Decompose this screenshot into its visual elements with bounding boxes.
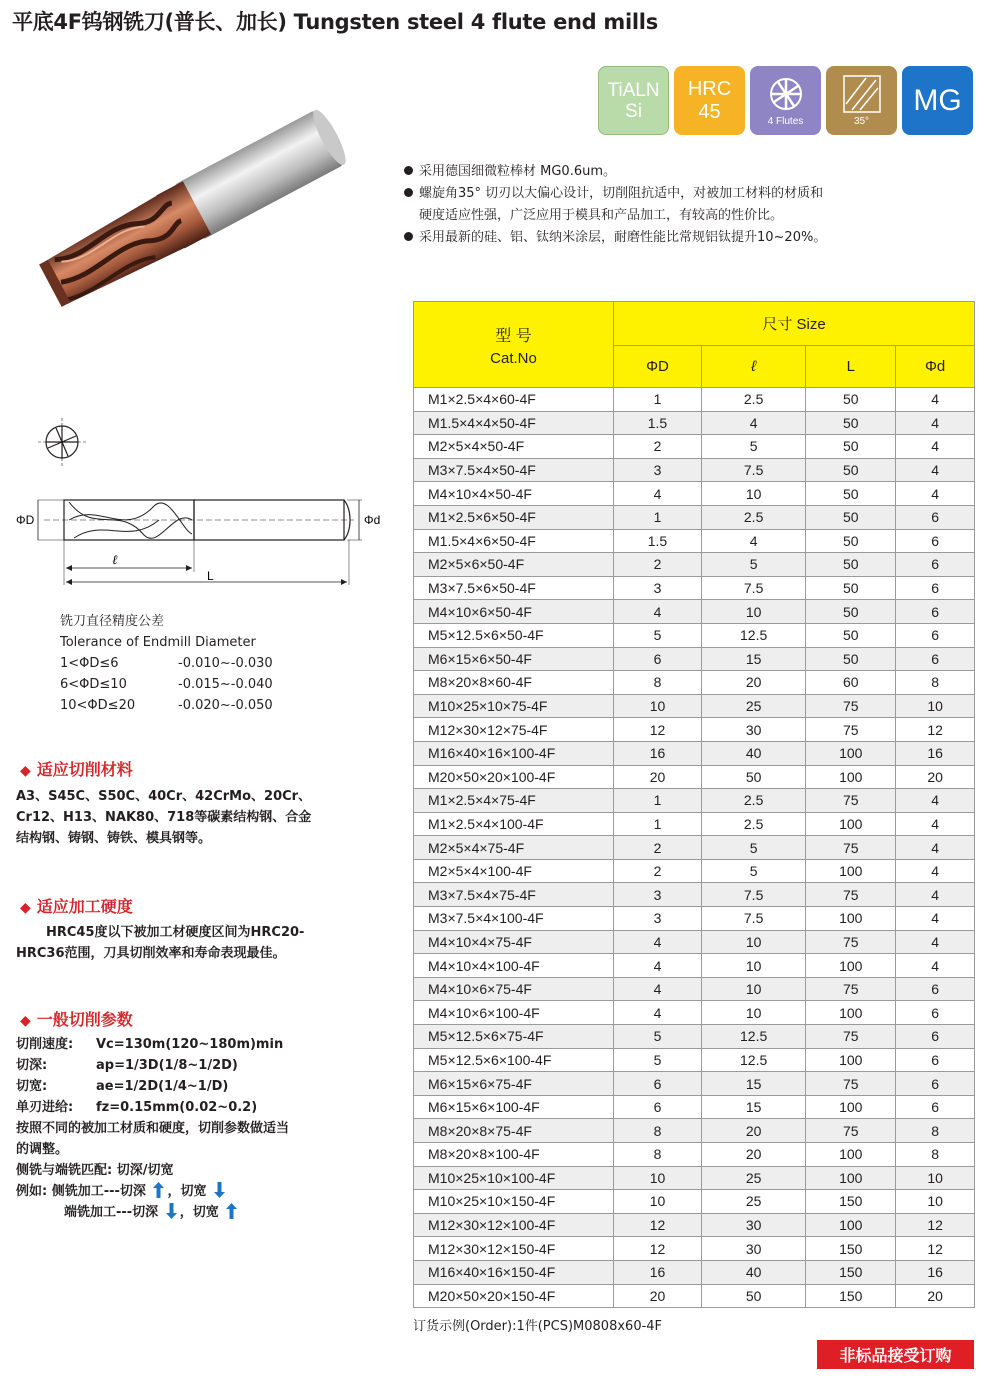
size-cell: 4 — [896, 954, 975, 978]
size-cell: 50 — [806, 647, 896, 671]
L-label: L — [207, 569, 214, 583]
diamond-icon: ◆ — [20, 900, 31, 916]
size-cell: 4 — [896, 812, 975, 836]
order-example: 订货示例(Order):1件(PCS)M0808x60-4F — [413, 1319, 663, 1334]
tolerance-title-cn: 铣刀直径精度公差 — [60, 614, 165, 629]
size-cell: 5 — [614, 1048, 702, 1072]
size-cell: 75 — [806, 1072, 896, 1096]
cat-no-cell: M3×7.5×4×50-4F — [414, 458, 614, 482]
diamond-icon: ◆ — [20, 763, 31, 779]
size-cell: 5 — [701, 859, 805, 883]
feature-item-continued: 硬度适应性强，广泛应用于模具和产品加工，有较高的性价比。 — [419, 208, 784, 223]
size-cell: 8 — [614, 1143, 702, 1167]
cat-no-cell: M4×10×6×75-4F — [414, 977, 614, 1001]
table-row — [414, 1095, 975, 1119]
size-cell: 4 — [614, 482, 702, 506]
phid-label: Φd — [364, 513, 381, 527]
size-cell: 12.5 — [701, 623, 805, 647]
hardness-heading: ◆ 适应加工硬度 — [20, 897, 133, 916]
cat-no-cell: M3×7.5×4×75-4F — [414, 883, 614, 907]
size-cell: 150 — [806, 1190, 896, 1214]
size-cell: 10 — [701, 1001, 805, 1025]
size-cell: 50 — [806, 435, 896, 459]
feature-item: 采用德国细微粒棒材 MG0.6um。 — [404, 161, 826, 183]
helix-badge — [826, 66, 897, 135]
arrow-up-icon — [153, 1182, 164, 1198]
cat-no-cell: M5×12.5×6×75-4F — [414, 1025, 614, 1049]
size-cell: 10 — [614, 694, 702, 718]
table-row — [414, 977, 975, 1001]
size-cell: 3 — [614, 458, 702, 482]
table-row — [414, 529, 975, 553]
coating-line-2: Si — [625, 100, 642, 122]
feature-item: 采用最新的硅、铝、钛纳米涂层，耐磨性能比常规铝钛提升10~20%。 — [404, 227, 826, 249]
end-mill-photo — [20, 96, 365, 331]
technical-drawing — [14, 410, 399, 595]
cat-no-cell: M4×10×4×50-4F — [414, 482, 614, 506]
size-cell: 100 — [806, 741, 896, 765]
hrc-line-2: 45 — [698, 100, 721, 123]
cat-no-cell: M6×15×6×50-4F — [414, 647, 614, 671]
size-cell: 1.5 — [614, 529, 702, 553]
size-cell: 4 — [614, 930, 702, 954]
arrow-down-icon — [166, 1203, 177, 1219]
cat-no-cell: M6×15×6×100-4F — [414, 1095, 614, 1119]
size-cell: 12 — [896, 1237, 975, 1261]
table-row — [414, 765, 975, 789]
table-row — [414, 1072, 975, 1096]
size-cell: 6 — [896, 576, 975, 600]
size-cell: 16 — [896, 1260, 975, 1284]
size-cell: 6 — [896, 529, 975, 553]
size-cell: 60 — [806, 671, 896, 695]
size-cell: 30 — [701, 1213, 805, 1237]
size-cell: 4 — [896, 388, 975, 412]
table-row — [414, 812, 975, 836]
cat-no-cell: M2×5×4×100-4F — [414, 859, 614, 883]
size-cell: 75 — [806, 1025, 896, 1049]
size-cell: 10 — [701, 954, 805, 978]
size-cell: 4 — [896, 836, 975, 860]
size-cell: 100 — [806, 765, 896, 789]
hardness-text: HRC45度以下被加工材硬度区间为HRC20- HRC36范围，刀具切削效率和寿命表现最佳。 — [16, 925, 305, 961]
table-row — [414, 553, 975, 577]
table-row — [414, 1237, 975, 1261]
size-cell: 2 — [614, 859, 702, 883]
size-cell: 75 — [806, 977, 896, 1001]
size-cell: 4 — [896, 859, 975, 883]
cat-no-cell: M5×12.5×6×50-4F — [414, 623, 614, 647]
size-cell: 10 — [896, 1166, 975, 1190]
size-cell: 4 — [896, 458, 975, 482]
cross-section-icon — [38, 418, 86, 466]
helix-angle-icon — [840, 74, 884, 114]
flutes-label: 4 Flutes — [767, 116, 804, 127]
size-header: 尺寸 Size — [614, 302, 975, 346]
cat-no-cell: M1×2.5×4×75-4F — [414, 789, 614, 813]
size-cell: 4 — [896, 883, 975, 907]
size-cell: 2 — [614, 836, 702, 860]
size-cell: 1.5 — [614, 411, 702, 435]
size-cell: 6 — [896, 1095, 975, 1119]
col-l-header: ℓ — [701, 346, 805, 388]
table-row — [414, 388, 975, 412]
size-cell: 50 — [806, 505, 896, 529]
cat-no-cell: M1×2.5×4×60-4F — [414, 388, 614, 412]
cat-no-cell: M1.5×4×4×50-4F — [414, 411, 614, 435]
size-cell: 10 — [701, 600, 805, 624]
size-cell: 6 — [896, 600, 975, 624]
tolerance-row: 6<ΦD≤10 -0.015~-0.040 — [60, 677, 273, 692]
size-cell: 50 — [701, 1284, 805, 1308]
page-title: 平底4F钨钢铣刀(普长、加长) Tungsten steel 4 flute end mills — [12, 10, 658, 34]
size-cell: 6 — [896, 1025, 975, 1049]
size-cell: 3 — [614, 576, 702, 600]
table-row — [414, 576, 975, 600]
size-cell: 12 — [896, 1213, 975, 1237]
size-cell: 6 — [896, 623, 975, 647]
four-flutes-icon — [766, 74, 806, 114]
size-cell: 12 — [896, 718, 975, 742]
spec-table — [413, 301, 975, 1308]
cat-no-cell: M1×2.5×4×100-4F — [414, 812, 614, 836]
size-cell: 50 — [806, 600, 896, 624]
size-cell: 50 — [806, 411, 896, 435]
table-row — [414, 600, 975, 624]
tolerance-block — [60, 611, 273, 716]
size-cell: 20 — [614, 765, 702, 789]
size-cell: 8 — [896, 1143, 975, 1167]
size-cell: 25 — [701, 1190, 805, 1214]
table-row — [414, 1260, 975, 1284]
size-cell: 8 — [614, 1119, 702, 1143]
cat-header: 型 号 Cat.No — [414, 302, 614, 388]
size-cell: 4 — [896, 411, 975, 435]
table-row — [414, 883, 975, 907]
size-cell: 15 — [701, 1072, 805, 1096]
size-cell: 50 — [806, 576, 896, 600]
size-cell: 4 — [701, 529, 805, 553]
size-cell: 1 — [614, 388, 702, 412]
size-cell: 75 — [806, 1119, 896, 1143]
table-row — [414, 505, 975, 529]
hardness-badge — [674, 66, 745, 135]
size-cell: 3 — [614, 883, 702, 907]
size-cell: 25 — [701, 1166, 805, 1190]
cat-no-cell: M5×12.5×6×100-4F — [414, 1048, 614, 1072]
table-row — [414, 1190, 975, 1214]
size-cell: 8 — [614, 671, 702, 695]
size-cell: 1 — [614, 505, 702, 529]
size-cell: 6 — [896, 553, 975, 577]
size-cell: 12 — [614, 718, 702, 742]
params-heading: ◆ 一般切削参数 — [20, 1010, 133, 1029]
size-cell: 50 — [806, 529, 896, 553]
size-cell: 75 — [806, 694, 896, 718]
size-cell: 10 — [701, 930, 805, 954]
size-cell: 5 — [701, 435, 805, 459]
size-cell: 2.5 — [701, 812, 805, 836]
table-row — [414, 1166, 975, 1190]
table-row — [414, 1284, 975, 1308]
table-row — [414, 458, 975, 482]
params-text: 切削速度: Vc=130m(120~180m)min 切深: ap=1/3D(1/8~1/2D) 切宽: ae=1/2D(1/4~1/D) 单刃进给: fz=0.15mm(0.02~0.2) 按照不同的被加工材质和硬度，切削参数做适当 的调整。 侧铣与端铣匹配: 切深/切宽 例如: 侧铣加工---切深 ，切宽 端铣加工---切深 ，切宽 — [16, 1037, 290, 1220]
size-cell: 10 — [701, 977, 805, 1001]
materials-heading: ◆ 适应切削材料 — [20, 760, 133, 779]
tolerance-title-en: Tolerance of Endmill Diameter — [60, 635, 256, 650]
arrow-down-icon — [214, 1182, 225, 1198]
size-cell: 6 — [896, 505, 975, 529]
cat-no-cell: M20×50×20×150-4F — [414, 1284, 614, 1308]
cat-no-cell: M12×30×12×100-4F — [414, 1213, 614, 1237]
size-cell: 7.5 — [701, 458, 805, 482]
size-cell: 100 — [806, 1001, 896, 1025]
size-cell: 6 — [614, 647, 702, 671]
feature-badges — [598, 66, 978, 135]
size-cell: 1 — [614, 789, 702, 813]
size-cell: 10 — [614, 1190, 702, 1214]
table-row — [414, 1048, 975, 1072]
size-cell: 25 — [701, 694, 805, 718]
size-cell: 5 — [614, 623, 702, 647]
size-cell: 12 — [614, 1213, 702, 1237]
phiD-label: ΦD — [16, 513, 35, 527]
size-cell: 20 — [896, 765, 975, 789]
size-cell: 4 — [614, 600, 702, 624]
table-row — [414, 1143, 975, 1167]
table-row — [414, 954, 975, 978]
size-cell: 50 — [806, 388, 896, 412]
cat-no-cell: M10×25×10×75-4F — [414, 694, 614, 718]
feature-item: 螺旋角35° 切刃以大偏心设计，切削阻抗适中，对被加工材料的材质和 — [404, 183, 826, 205]
size-cell: 5 — [701, 836, 805, 860]
size-cell: 2.5 — [701, 388, 805, 412]
size-cell: 16 — [614, 741, 702, 765]
size-cell: 16 — [614, 1260, 702, 1284]
size-cell: 6 — [614, 1072, 702, 1096]
table-row — [414, 623, 975, 647]
table-row — [414, 907, 975, 931]
size-cell: 6 — [896, 1001, 975, 1025]
size-cell: 30 — [701, 1237, 805, 1261]
size-cell: 100 — [806, 1095, 896, 1119]
table-row — [414, 1001, 975, 1025]
cat-no-cell: M8×20×8×100-4F — [414, 1143, 614, 1167]
cat-no-cell: M3×7.5×4×100-4F — [414, 907, 614, 931]
size-cell: 50 — [806, 623, 896, 647]
size-cell: 100 — [806, 954, 896, 978]
size-cell: 4 — [614, 977, 702, 1001]
size-cell: 10 — [896, 694, 975, 718]
size-cell: 10 — [614, 1166, 702, 1190]
table-row — [414, 859, 975, 883]
size-cell: 12.5 — [701, 1025, 805, 1049]
size-cell: 30 — [701, 718, 805, 742]
size-cell: 20 — [701, 1143, 805, 1167]
size-cell: 40 — [701, 741, 805, 765]
hrc-line-1: HRC — [687, 77, 732, 100]
size-cell: 8 — [896, 1119, 975, 1143]
cat-no-cell: M16×40×16×150-4F — [414, 1260, 614, 1284]
size-cell: 4 — [896, 435, 975, 459]
table-row — [414, 1025, 975, 1049]
table-row — [414, 694, 975, 718]
table-row — [414, 435, 975, 459]
size-cell: 100 — [806, 1166, 896, 1190]
col-d-header: Φd — [896, 346, 975, 388]
cat-no-cell: M3×7.5×6×50-4F — [414, 576, 614, 600]
size-cell: 5 — [701, 553, 805, 577]
size-cell: 2.5 — [701, 789, 805, 813]
cat-no-cell: M1×2.5×6×50-4F — [414, 505, 614, 529]
size-cell: 4 — [614, 1001, 702, 1025]
size-cell: 6 — [896, 977, 975, 1001]
size-cell: 100 — [806, 859, 896, 883]
size-cell: 50 — [806, 482, 896, 506]
cat-no-cell: M10×25×10×100-4F — [414, 1166, 614, 1190]
size-cell: 6 — [614, 1095, 702, 1119]
diamond-icon: ◆ — [20, 1013, 31, 1029]
table-row — [414, 411, 975, 435]
size-cell: 4 — [896, 789, 975, 813]
material-badge — [902, 66, 973, 135]
size-cell: 4 — [896, 930, 975, 954]
cat-no-cell: M4×10×6×100-4F — [414, 1001, 614, 1025]
cat-no-cell: M12×30×12×75-4F — [414, 718, 614, 742]
size-cell: 75 — [806, 789, 896, 813]
cat-no-cell: M10×25×10×150-4F — [414, 1190, 614, 1214]
table-row — [414, 1213, 975, 1237]
cat-no-cell: M20×50×20×100-4F — [414, 765, 614, 789]
size-cell: 40 — [701, 1260, 805, 1284]
size-cell: 50 — [701, 765, 805, 789]
cat-no-cell: M2×5×4×50-4F — [414, 435, 614, 459]
size-cell: 3 — [614, 907, 702, 931]
size-cell: 100 — [806, 1048, 896, 1072]
col-D-header: ΦD — [614, 346, 702, 388]
size-cell: 75 — [806, 930, 896, 954]
material-label: MG — [913, 83, 962, 117]
tolerance-row: 1<ΦD≤6 -0.010~-0.030 — [60, 656, 273, 671]
size-cell: 8 — [896, 671, 975, 695]
size-cell: 10 — [701, 482, 805, 506]
size-cell: 100 — [806, 812, 896, 836]
size-cell: 6 — [896, 647, 975, 671]
cat-no-cell: M2×5×6×50-4F — [414, 553, 614, 577]
size-cell: 15 — [701, 647, 805, 671]
size-cell: 12 — [614, 1237, 702, 1261]
cat-no-cell: M8×20×8×60-4F — [414, 671, 614, 695]
coating-badge — [598, 66, 669, 135]
size-cell: 4 — [701, 411, 805, 435]
cat-no-cell: M16×40×16×100-4F — [414, 741, 614, 765]
table-row — [414, 789, 975, 813]
size-cell: 150 — [806, 1237, 896, 1261]
size-cell: 16 — [896, 741, 975, 765]
flutes-badge — [750, 66, 821, 135]
size-cell: 75 — [806, 718, 896, 742]
cat-no-cell: M4×10×4×100-4F — [414, 954, 614, 978]
size-cell: 5 — [614, 1025, 702, 1049]
custom-order-badge: 非标品接受订购 — [817, 1340, 974, 1369]
table-row — [414, 1119, 975, 1143]
size-cell: 10 — [896, 1190, 975, 1214]
size-cell: 20 — [701, 1119, 805, 1143]
table-row — [414, 718, 975, 742]
table-row — [414, 671, 975, 695]
l-label: ℓ — [112, 552, 118, 567]
coating-line-1: TiALN — [607, 79, 660, 101]
feature-list — [404, 161, 826, 249]
table-row — [414, 482, 975, 506]
col-L-header: L — [806, 346, 896, 388]
size-cell: 1 — [614, 812, 702, 836]
size-cell: 50 — [806, 553, 896, 577]
size-cell: 2 — [614, 435, 702, 459]
table-row — [414, 930, 975, 954]
cat-no-cell: M4×10×4×75-4F — [414, 930, 614, 954]
size-cell: 50 — [806, 458, 896, 482]
size-cell: 4 — [896, 482, 975, 506]
cat-no-cell: M8×20×8×75-4F — [414, 1119, 614, 1143]
cat-no-cell: M2×5×4×75-4F — [414, 836, 614, 860]
cat-no-cell: M4×10×6×50-4F — [414, 600, 614, 624]
size-cell: 15 — [701, 1095, 805, 1119]
tolerance-row: 10<ΦD≤20 -0.020~-0.050 — [60, 698, 273, 713]
table-row — [414, 741, 975, 765]
size-cell: 2 — [614, 553, 702, 577]
helix-label: 35° — [853, 116, 870, 127]
cat-no-cell: M6×15×6×75-4F — [414, 1072, 614, 1096]
size-cell: 2.5 — [701, 505, 805, 529]
size-cell: 4 — [614, 954, 702, 978]
size-cell: 7.5 — [701, 907, 805, 931]
size-cell: 150 — [806, 1260, 896, 1284]
materials-text: A3、S45C、S50C、40Cr、42CrMo、20Cr、 Cr12、H13、NAK80、718等碳素结构钢、合金 结构钢、铸钢、铸铁、模具钢等。 — [16, 789, 312, 846]
size-cell: 7.5 — [701, 576, 805, 600]
size-cell: 20 — [701, 671, 805, 695]
size-cell: 150 — [806, 1284, 896, 1308]
size-cell: 6 — [896, 1072, 975, 1096]
cat-no-cell: M1.5×4×6×50-4F — [414, 529, 614, 553]
size-cell: 100 — [806, 1213, 896, 1237]
size-cell: 12.5 — [701, 1048, 805, 1072]
size-cell: 100 — [806, 907, 896, 931]
size-cell: 6 — [896, 1048, 975, 1072]
arrow-up-icon — [226, 1203, 237, 1219]
size-cell: 20 — [614, 1284, 702, 1308]
size-cell: 7.5 — [701, 883, 805, 907]
size-cell: 20 — [896, 1284, 975, 1308]
table-row — [414, 647, 975, 671]
size-cell: 75 — [806, 836, 896, 860]
cat-no-cell: M12×30×12×150-4F — [414, 1237, 614, 1261]
size-cell: 4 — [896, 907, 975, 931]
size-cell: 100 — [806, 1143, 896, 1167]
size-cell: 75 — [806, 883, 896, 907]
table-row — [414, 836, 975, 860]
